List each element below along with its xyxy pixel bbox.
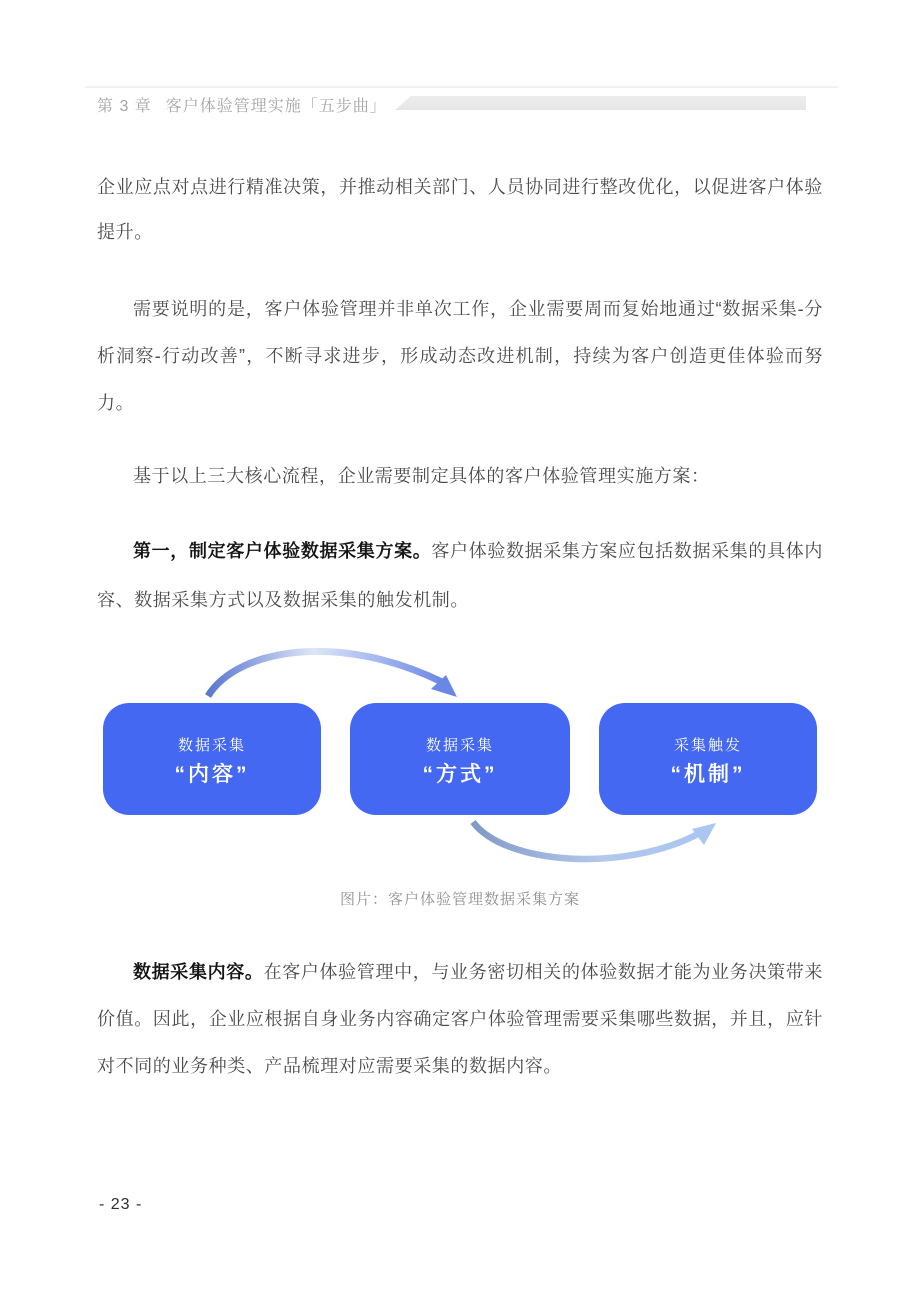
page-number: - 23 - [99,1196,143,1213]
flow-box-label: 采集触发 [673,737,743,754]
arrow-box1-to-box2 [208,651,457,697]
flow-box-label: 数据采集 [425,737,495,754]
paragraph-5-lead: 数据采集内容。 [133,962,264,982]
paragraph-5-body: 在客户体验管理中，与业务密切相关的体验数据才能为业务决策带来价值。因此，企业应根据自身业务内容确定客户体验管理需要采集哪些数据，并且，应针对不同的业务种类、产品梳理对应需要采集的数据内容。 [97,962,824,1076]
header-decorative-bar [395,96,806,110]
paragraph-1: 企业应点对点进行精准决策，并推动相关部门、人员协同进行整改优化，以促进客户体验提升。 [97,177,823,242]
flow-box-value: “方式” [422,763,498,786]
flow-box-value: “内容” [174,763,250,786]
flow-box-content [103,703,321,815]
flow-box-trigger [599,703,817,815]
figure-caption: 图片：客户体验管理数据采集方案 [339,891,580,908]
header-rule [85,86,838,88]
paragraph-5 [97,949,823,1090]
paragraph-4-body: 客户体验数据采集方案应包括数据采集的具体内容、数据采集方式以及数据采集的触发机制。 [97,541,823,610]
flow-box-value: “机制” [670,763,746,786]
flow-box-method [350,703,570,815]
arrow-box2-to-box3 [473,822,716,859]
data-collection-flow-diagram [0,640,919,890]
paragraph-2: 需要说明的是，客户体验管理并非单次工作，企业需要周而复始地通过“数据采集-分析洞察-行动改善”，不断寻求进步，形成动态改进机制，持续为客户创造更佳体验而努力。 [97,299,823,413]
paragraph-3: 基于以上三大核心流程，企业需要制定具体的客户体验管理实施方案： [133,466,710,486]
paragraph-4 [97,527,823,625]
paragraph-4-lead: 第一，制定客户体验数据采集方案。 [133,541,432,561]
chapter-title: 客户体验管理实施「五步曲」 [165,97,387,115]
flow-box-label: 数据采集 [177,737,247,754]
chapter-number: 第 3 章 [97,97,152,115]
